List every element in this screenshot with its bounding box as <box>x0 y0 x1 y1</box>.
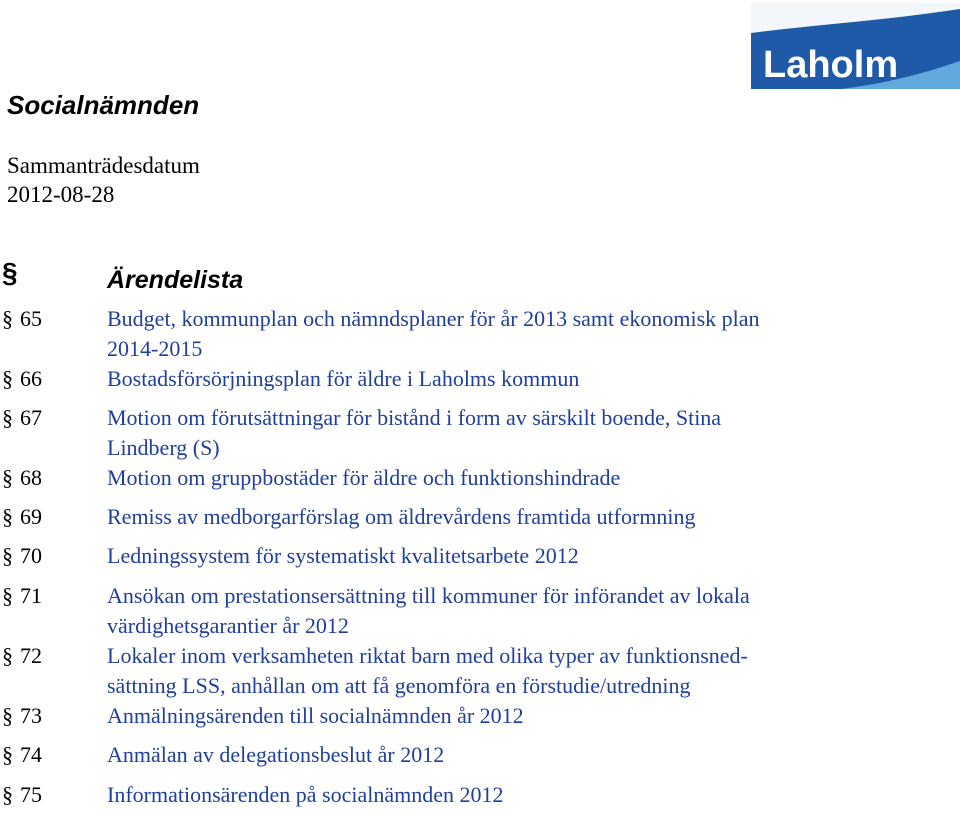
section-symbol: § <box>2 504 13 529</box>
agenda-item-title-line: Lokaler inom verksamheten riktat barn med olika typer av funktionsned- <box>107 643 748 668</box>
laholm-logo <box>751 3 960 89</box>
agenda-item-title-line: värdighetsgarantier år 2012 <box>107 613 349 638</box>
agenda-item-number <box>2 541 42 571</box>
agenda-item-title-line: Anmälningsärenden till socialnämnden år 2012 <box>107 703 524 728</box>
agenda-item-title-line: Motion om förutsättningar för bistånd i form av särskilt boende, Stina <box>107 405 722 430</box>
item-number: 70 <box>20 543 42 568</box>
agenda-item-title-line: Motion om gruppbostäder för äldre och funktionshindrade <box>107 465 621 490</box>
agenda-item-title <box>107 364 907 394</box>
item-number: 66 <box>20 366 42 391</box>
agenda-item-number <box>2 641 42 671</box>
agenda-item-title-line: sättning LSS, anhållan om att få genomföra en förstudie/utredning <box>107 673 691 698</box>
agenda-item-title <box>107 541 907 571</box>
agenda-item-title <box>107 581 907 641</box>
section-symbol: § <box>2 703 13 728</box>
item-number: 72 <box>20 643 42 668</box>
agenda-item-title-line: Ansökan om prestationsersättning till kommuner för införandet av lokala <box>107 583 750 608</box>
meeting-date-value: 2012-08-28 <box>7 182 115 207</box>
item-number: 69 <box>20 504 42 529</box>
agenda-item-title-line: Remiss av medborgarförslag om äldrevårdens framtida utformning <box>107 504 696 529</box>
agenda-item-title <box>107 403 907 463</box>
agenda-item-title <box>107 740 907 770</box>
section-symbol: § <box>2 742 13 767</box>
agenda-item-title <box>107 304 907 364</box>
meeting-date-label: Sammanträdesdatum <box>7 153 200 178</box>
item-number: 71 <box>20 583 42 608</box>
logo-text: Laholm <box>763 44 899 86</box>
agenda-item-number <box>2 502 42 532</box>
section-symbol: § <box>2 643 13 668</box>
section-symbol: § <box>2 405 13 430</box>
section-symbol: § <box>2 782 13 807</box>
item-number: 67 <box>20 405 42 430</box>
section-symbol: § <box>2 543 13 568</box>
agenda-item-number <box>2 740 42 770</box>
agenda-item-title <box>107 780 907 810</box>
item-number: 74 <box>20 742 42 767</box>
item-number: 75 <box>20 782 42 807</box>
agenda-item-number <box>2 403 42 433</box>
agenda-item-title-line: 2014-2015 <box>107 336 203 361</box>
section-symbol: § <box>2 583 13 608</box>
agenda-item-title-line: Budget, kommunplan och nämndsplaner för år 2013 samt ekonomisk plan <box>107 306 760 331</box>
section-symbol: § <box>2 306 13 331</box>
item-number: 68 <box>20 465 42 490</box>
agenda-heading: Ärendelista <box>107 266 244 294</box>
item-number: 65 <box>20 306 42 331</box>
agenda-item-number <box>2 581 42 611</box>
section-symbol: § <box>2 257 18 288</box>
agenda-item-number <box>2 463 42 493</box>
agenda-item-title-line: Bostadsförsörjningsplan för äldre i Laholms kommun <box>107 366 580 391</box>
agenda-item-title <box>107 502 907 532</box>
section-symbol: § <box>2 366 13 391</box>
agenda-item-title <box>107 463 907 493</box>
agenda-item-number <box>2 364 42 394</box>
agenda-item-title-line: Lindberg (S) <box>107 435 220 460</box>
agenda-item-title-line: Ledningssystem för systematiskt kvalitetsarbete 2012 <box>107 543 579 568</box>
section-symbol: § <box>2 465 13 490</box>
department-title: Socialnämnden <box>7 90 200 120</box>
agenda-item-number <box>2 701 42 731</box>
item-number: 73 <box>20 703 42 728</box>
agenda-item-number <box>2 304 42 334</box>
agenda-item-title-line: Anmälan av delegationsbeslut år 2012 <box>107 742 445 767</box>
agenda-item-number <box>2 780 42 810</box>
agenda-item-title-line: Informationsärenden på socialnämnden 2012 <box>107 782 504 807</box>
agenda-item-title <box>107 641 907 701</box>
agenda-item-title <box>107 701 907 731</box>
